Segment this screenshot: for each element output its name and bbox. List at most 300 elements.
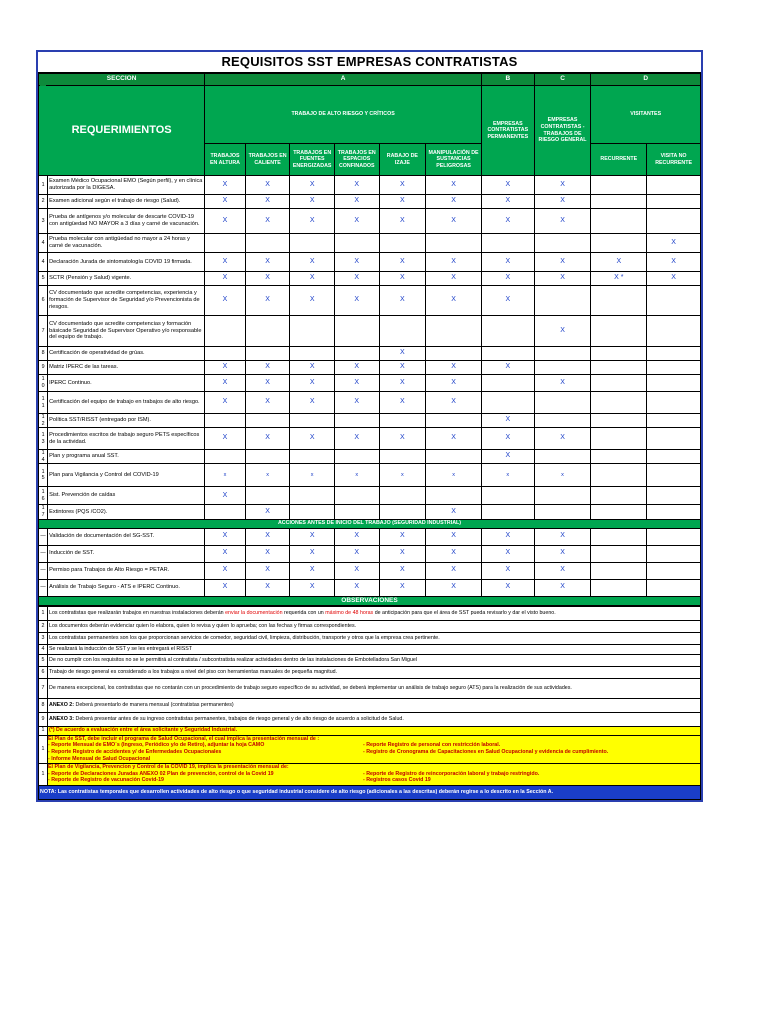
obs-yellow-block — [48, 764, 701, 786]
requirement-mark: X — [245, 176, 290, 195]
requirement-mark: X — [379, 347, 426, 361]
row-number: 1 7 — [39, 505, 48, 519]
requirement-mark: X — [481, 528, 534, 545]
sub-sustancias: MANIPULACIÓN DE SUSTANCIAS PELIGROSAS — [426, 144, 482, 176]
requirement-text: Examen adicional según el trabajo de riesgo (Salud). — [48, 195, 205, 209]
requirement-row — [39, 579, 701, 596]
requirement-mark: X — [334, 286, 379, 316]
sub-recurrente: RECURRENTE — [591, 144, 647, 176]
requirement-mark — [647, 209, 701, 234]
requirement-row — [39, 234, 701, 253]
requirement-mark: X — [334, 562, 379, 579]
obs-yellow-left: - Reporte Registro de accidentes y/ de Enfermedades Ocupacionales — [48, 749, 222, 755]
obs-title-row — [39, 596, 701, 605]
row-number: — — [39, 545, 48, 562]
row-number: 5 — [39, 272, 48, 286]
requirement-mark — [647, 361, 701, 375]
requirement-mark: X — [290, 209, 335, 234]
requirement-mark: X — [290, 195, 335, 209]
requirement-mark — [481, 234, 534, 253]
requirement-mark: X — [379, 176, 426, 195]
requirement-mark — [591, 545, 647, 562]
requirement-mark — [426, 347, 482, 361]
empresas-permanentes-heading: EMPRESAS CONTRATISTAS PERMANENTES — [481, 86, 534, 176]
obs-yellow-pair — [48, 777, 700, 784]
row-number: 1 4 — [39, 450, 48, 464]
requirement-mark: X — [245, 286, 290, 316]
obs-yellow-pair — [48, 771, 700, 778]
requirement-mark — [245, 347, 290, 361]
section-a-label: A — [205, 74, 482, 86]
obs-text-part: requerida con un — [282, 609, 326, 616]
requirement-mark: X — [290, 286, 335, 316]
requirement-mark: X — [647, 234, 701, 253]
requirement-mark — [591, 528, 647, 545]
requirement-mark: x — [534, 464, 591, 487]
requirement-text: Permiso para Trabajos de Alto Riesgo = PETAR. — [48, 562, 205, 579]
row-number: 1 5 — [39, 464, 48, 487]
requirement-row — [39, 450, 701, 464]
requirement-mark: X — [205, 195, 246, 209]
obs-number: 1 — [39, 764, 48, 786]
requirement-mark — [591, 487, 647, 505]
requirement-row — [39, 361, 701, 375]
obs-row — [39, 666, 701, 678]
requirement-mark — [647, 579, 701, 596]
obs-yellow-left: - Reporte de Declaraciones Juradas ANEXO 02 Plan de prevención, control de la Covid 19 — [48, 770, 274, 777]
requirement-mark — [591, 195, 647, 209]
requirement-mark: X — [379, 428, 426, 450]
sheet-title: REQUISITOS SST EMPRESAS CONTRATISTAS — [38, 52, 701, 73]
requirement-row — [39, 414, 701, 428]
requirement-mark: X — [534, 195, 591, 209]
requirements-sheet — [36, 50, 703, 802]
obs-text: Los contratistas permanentes son los que proporcionan servicios de comedor, seguridad civil, limpieza, distribución, transporte y otros que la empresa crea pertinente. — [48, 632, 701, 644]
requirement-mark — [534, 487, 591, 505]
requirement-text: Sist. Prevención de caídas — [48, 487, 205, 505]
requirement-mark — [591, 505, 647, 519]
requirement-mark — [591, 316, 647, 347]
requirement-mark — [591, 209, 647, 234]
row-number: 1 2 — [39, 414, 48, 428]
obs-yellow-right: - Registro de Cronograma de Capacitaciones en Salud Ocupacional y evidencia de cumplimiento. — [363, 749, 609, 755]
requirement-mark — [647, 545, 701, 562]
requirement-mark: X — [426, 579, 482, 596]
requirement-text: Inducción de SST. — [48, 545, 205, 562]
requirement-mark: X — [426, 253, 482, 272]
requirement-mark: X — [534, 253, 591, 272]
requirement-mark: X — [334, 579, 379, 596]
requirement-mark: X — [290, 392, 335, 414]
requirement-mark: X — [334, 361, 379, 375]
requirement-text: SCTR (Pensión y Salud) vigente. — [48, 272, 205, 286]
row-number: 1 0 — [39, 375, 48, 392]
requirement-mark: X — [534, 562, 591, 579]
requirement-mark — [647, 195, 701, 209]
requirement-mark: X — [334, 545, 379, 562]
requirement-mark — [591, 375, 647, 392]
obs-yellow-line: El Plan de SST, debe incluir el programa de Salud Ocupacional, el cual implica la presentación mensual de : — [48, 735, 320, 742]
obs-yellow-line: - Informe Mensual de Salud Ocupacional — [48, 755, 151, 762]
requirement-mark — [426, 487, 482, 505]
obs-yellow-line: El Plan de Vigilancia, Prevencion y Control de la COVID 19, implica la presentación mensual de: — [48, 764, 289, 771]
requirement-mark: X — [426, 209, 482, 234]
sub-energizadas: TRABAJOS EN FUENTES ENERGIZADAS — [290, 144, 335, 176]
requirement-mark: X — [205, 487, 246, 505]
row-number: 2 — [39, 195, 48, 209]
obs-text-part: de anticipación para que el área de SST pueda revisarlo y dar el visto bueno. — [373, 609, 556, 616]
requirement-mark: X — [534, 528, 591, 545]
requirement-mark: X — [245, 209, 290, 234]
requirement-mark: X — [481, 176, 534, 195]
requirement-mark: X — [379, 361, 426, 375]
requirement-mark — [481, 347, 534, 361]
requirement-mark: X — [334, 375, 379, 392]
requirement-row — [39, 528, 701, 545]
requirement-text: Plan para Vigilancia y Control del COVID-19 — [48, 464, 205, 487]
obs-yellow-right: - Reporte Registro de personal con restricción laboral. — [363, 742, 501, 749]
requirement-mark — [481, 392, 534, 414]
requirement-row — [39, 347, 701, 361]
obs-number: 5 — [39, 654, 48, 666]
requirement-mark — [205, 347, 246, 361]
requirement-mark — [591, 176, 647, 195]
requirement-text: Plan y programa anual SST. — [48, 450, 205, 464]
obs-number: 4 — [39, 644, 48, 654]
requirement-mark — [379, 234, 426, 253]
requirement-row — [39, 195, 701, 209]
obs-row — [39, 678, 701, 698]
obs-text — [48, 698, 701, 712]
requirement-mark — [205, 414, 246, 428]
requirement-text: Procedimientos escritos de trabajo seguro PETS específicos de la actividad. — [48, 428, 205, 450]
requirement-mark: X — [647, 253, 701, 272]
acciones-title-row — [39, 519, 701, 528]
requirement-mark: X — [205, 428, 246, 450]
requirement-mark — [534, 392, 591, 414]
requirement-mark: X — [481, 286, 534, 316]
requirement-mark — [334, 505, 379, 519]
requirement-mark: X — [379, 392, 426, 414]
requirement-mark: X — [481, 450, 534, 464]
requirement-mark — [426, 414, 482, 428]
acciones-title: ACCIONES ANTES DE INICIO DEL TRABAJO (SEGURIDAD INDUSTRIAL) — [39, 519, 701, 528]
requirement-text: Prueba de antígenos y/o molecular de descarte COVID-19 con antigüedad NO MAYOR a 3 días y carné de vacunación. — [48, 209, 205, 234]
requirement-mark: X — [245, 528, 290, 545]
requirement-mark: X — [379, 209, 426, 234]
requirement-row — [39, 562, 701, 579]
requirement-mark: X — [426, 505, 482, 519]
obs-number: 6 — [39, 666, 48, 678]
requirement-mark: X — [426, 392, 482, 414]
requirement-mark: X — [426, 545, 482, 562]
obs-yellow-left: - Reporte Mensual de EMO´s (Ingreso, Periódico y/o de Retiro), adjuntar la hoja CAMO — [48, 742, 265, 749]
obs-row — [39, 654, 701, 666]
requirement-mark — [334, 347, 379, 361]
requirement-mark: X — [205, 253, 246, 272]
requirement-mark: X — [534, 176, 591, 195]
requirement-row — [39, 286, 701, 316]
requirement-text: CV documentado que acredite competencias, experiencia y formación de Supervisor de Seguridad y/o Prevencionista de riesgos. — [48, 286, 205, 316]
section-header-row — [39, 74, 701, 86]
requirement-text: Validación de documentación del SG-SST. — [48, 528, 205, 545]
requirement-mark: x — [426, 464, 482, 487]
requirement-row — [39, 505, 701, 519]
requirement-mark: X — [481, 545, 534, 562]
observations-table — [38, 606, 701, 800]
obs-number: 1 — [39, 735, 48, 763]
requirement-mark: X — [334, 195, 379, 209]
requirement-text: Matriz IPERC de las tareas. — [48, 361, 205, 375]
requirement-mark — [534, 505, 591, 519]
anexo-label: ANEXO 2: — [49, 701, 75, 708]
requirement-mark: X — [379, 253, 426, 272]
requirement-text: Política SST/RISST (entregado por ISM). — [48, 414, 205, 428]
requirement-mark — [647, 375, 701, 392]
requirement-mark: X — [481, 195, 534, 209]
requirement-mark — [426, 450, 482, 464]
requirement-row — [39, 375, 701, 392]
requirement-mark: X — [481, 579, 534, 596]
requirement-mark: X — [290, 272, 335, 286]
requirement-mark: X — [205, 528, 246, 545]
obs-row — [39, 726, 701, 735]
requirement-mark: X — [290, 375, 335, 392]
requirement-mark: X — [334, 272, 379, 286]
requirement-mark — [334, 450, 379, 464]
obs-row — [39, 644, 701, 654]
requirement-text: IPERC Continuo. — [48, 375, 205, 392]
requirement-mark — [647, 176, 701, 195]
obs-row — [39, 606, 701, 620]
requirement-mark — [647, 464, 701, 487]
requirement-mark: X — [379, 528, 426, 545]
requirement-mark: X — [379, 579, 426, 596]
obs-yellow-left: - Reporte de Registro de vacunación Covid-19 — [48, 777, 164, 784]
requirement-mark: X — [481, 272, 534, 286]
requirement-mark — [290, 487, 335, 505]
obs-number: 2 — [39, 620, 48, 632]
row-number: 9 — [39, 361, 48, 375]
requirement-mark — [647, 528, 701, 545]
requirement-row — [39, 316, 701, 347]
requirement-mark — [379, 414, 426, 428]
requirement-mark — [334, 414, 379, 428]
requirement-row — [39, 272, 701, 286]
requirement-mark: X — [290, 545, 335, 562]
seccion-label: SECCION — [39, 74, 205, 86]
row-number: 1 3 — [39, 428, 48, 450]
visitantes-heading: VISITANTES — [591, 86, 701, 144]
requirement-mark: X — [379, 286, 426, 316]
requirement-mark — [591, 414, 647, 428]
requirement-mark — [647, 286, 701, 316]
requirement-mark: X — [290, 579, 335, 596]
requirement-mark — [245, 234, 290, 253]
requirement-mark — [591, 562, 647, 579]
obs-yellow-right: - Reporte de Registro de reincorporación laboral y trabajo restringido. — [363, 770, 540, 777]
requirement-mark: x — [245, 464, 290, 487]
requirement-mark: X — [534, 375, 591, 392]
requirement-mark: X — [334, 176, 379, 195]
requirement-mark: X — [426, 428, 482, 450]
requirement-mark — [647, 316, 701, 347]
requirement-row — [39, 392, 701, 414]
requirement-text: Certificación del equipo de trabajo en trabajos de alto riesgo. — [48, 392, 205, 414]
anexo-text: Deberá presentar antes de su ingreso contratistas permanentes, trabajos de riesgo general y de alto riesgo de acuerdo a solicitud de Salud. — [74, 715, 404, 722]
requirement-mark — [591, 392, 647, 414]
row-number: 1 — [39, 176, 48, 195]
requirement-mark — [534, 414, 591, 428]
row-number: 8 — [39, 347, 48, 361]
requirement-mark: X — [647, 272, 701, 286]
observaciones-title: OBSERVACIONES — [39, 596, 701, 605]
requirement-mark — [245, 487, 290, 505]
requirement-mark — [379, 450, 426, 464]
obs-yellow-block — [48, 735, 701, 763]
requirement-mark: x — [334, 464, 379, 487]
requirement-mark — [379, 487, 426, 505]
obs-text-part: Los contratistas que realizarán trabajos en nuestras instalaciones deberán — [49, 609, 226, 616]
requirement-mark — [534, 234, 591, 253]
requirement-text: CV documentado que acredite competencias y formación básicade Seguridad de Supervisor Operativo y/o responsable del equipo de trabajo. — [48, 316, 205, 347]
obs-number: 3 — [39, 632, 48, 644]
requirement-mark: X — [334, 209, 379, 234]
row-number: 1 1 — [39, 392, 48, 414]
requirement-mark: X — [379, 562, 426, 579]
requirement-mark — [245, 414, 290, 428]
obs-highlight: máximo de 48 horas — [325, 609, 374, 616]
obs-row — [39, 620, 701, 632]
row-number: 3 — [39, 209, 48, 234]
requirement-text: Certificación de operatividad de grúas. — [48, 347, 205, 361]
sub-altura: TRABAJOS EN ALTURA — [205, 144, 246, 176]
requirement-mark: X — [290, 361, 335, 375]
requirement-mark: X — [591, 253, 647, 272]
requirement-mark: X — [334, 253, 379, 272]
requirement-mark: X — [426, 286, 482, 316]
requirement-mark: X — [290, 253, 335, 272]
requirement-row — [39, 428, 701, 450]
obs-yellow-right: - Registros casos Covid 19 — [363, 777, 431, 784]
requirement-mark — [647, 505, 701, 519]
requirement-mark: X — [534, 209, 591, 234]
requirement-mark — [334, 234, 379, 253]
requirement-mark: X — [426, 272, 482, 286]
requirement-mark — [205, 234, 246, 253]
row-number: 4 — [39, 253, 48, 272]
row-number: — — [39, 528, 48, 545]
requirement-mark — [534, 347, 591, 361]
section-b-label: B — [481, 74, 534, 86]
anexo-label: ANEXO 3: — [49, 715, 75, 722]
requirement-mark — [426, 234, 482, 253]
row-number: — — [39, 562, 48, 579]
requirement-mark — [245, 316, 290, 347]
requirement-row — [39, 464, 701, 487]
requirement-mark: X — [334, 528, 379, 545]
requirement-mark — [647, 562, 701, 579]
requirements-header-row — [39, 86, 701, 144]
requirement-mark: X — [245, 253, 290, 272]
requirement-text: Examen Médico Ocupacional EMO (Según perfil), y en clínica autorizada por la DIGESA. — [48, 176, 205, 195]
requirement-mark: X — [426, 562, 482, 579]
requirement-row — [39, 545, 701, 562]
requirement-mark: X — [205, 579, 246, 596]
requirement-mark: X — [481, 562, 534, 579]
requirement-mark — [591, 450, 647, 464]
nota-text: NOTA: Las contratistas temporales que desarrollen actividades de alto riesgo o que seguridad industrial considere de alto riesgo (adicionales a las descritas) deberán regirse a lo descrito en la Sección A. — [39, 786, 701, 800]
requirement-mark: X — [205, 286, 246, 316]
requirement-mark: X — [534, 272, 591, 286]
requirement-mark: X — [205, 209, 246, 234]
requirement-mark — [379, 316, 426, 347]
requirement-mark — [334, 487, 379, 505]
acciones-body — [39, 528, 701, 596]
requirement-mark: X — [245, 195, 290, 209]
requirement-mark — [591, 361, 647, 375]
obs-text: Trabajo de riesgo general es considerado a los trabajos a nivel del piso con herramientas manuales de pequeña magnitud. — [48, 666, 701, 678]
requirement-mark: X — [205, 545, 246, 562]
requirement-mark: X — [481, 414, 534, 428]
requirement-mark: X — [534, 545, 591, 562]
row-number: 4 — [39, 234, 48, 253]
requirement-mark — [647, 450, 701, 464]
requirement-mark: X — [290, 428, 335, 450]
requirement-mark — [591, 234, 647, 253]
requirement-mark — [647, 428, 701, 450]
requirement-text: Declaración Jurada de sintomatología COVID 19 firmada. — [48, 253, 205, 272]
requirement-mark: X — [481, 209, 534, 234]
requirement-mark — [591, 428, 647, 450]
requirement-mark: X — [290, 176, 335, 195]
requirement-mark: X — [481, 428, 534, 450]
nota-row — [39, 786, 701, 800]
row-number: — — [39, 579, 48, 596]
requirement-mark: X — [426, 528, 482, 545]
requirement-mark: X — [334, 392, 379, 414]
requirement-mark: X — [379, 272, 426, 286]
requirement-mark — [647, 414, 701, 428]
requirement-mark: X — [379, 195, 426, 209]
obs-text: De manera excepcional, los contratistas que no contarán con un procedimiento de trabajo seguro específico de su actividad, se deberá implementar un análisis de trabajo seguro (ATS) para la realización de sus actividades. — [48, 678, 701, 698]
requirement-mark: X — [205, 375, 246, 392]
requirement-mark — [534, 361, 591, 375]
requirement-mark: X — [379, 545, 426, 562]
requirement-mark — [481, 316, 534, 347]
requirement-mark: X — [245, 579, 290, 596]
obs-row — [39, 712, 701, 726]
requirement-mark: X — [290, 562, 335, 579]
obs-yellow-text: (*) De acuerdo a evaluación entre el área solicitante y Seguridad Industrial. — [48, 726, 701, 735]
requirement-mark: X — [245, 562, 290, 579]
requirement-mark: X — [245, 545, 290, 562]
requirement-mark — [534, 286, 591, 316]
requirement-mark — [290, 316, 335, 347]
requirement-mark: X — [245, 505, 290, 519]
requirement-mark — [379, 505, 426, 519]
alto-riesgo-heading: TRABAJO DE ALTO RIESGO Y CRÍTICOS — [205, 86, 482, 144]
requirement-mark: X — [481, 253, 534, 272]
requirement-mark — [591, 464, 647, 487]
requirement-mark: X — [245, 361, 290, 375]
left-edge-marker — [40, 74, 46, 86]
requirement-mark: X — [290, 528, 335, 545]
requirement-mark — [647, 392, 701, 414]
requirement-mark — [647, 347, 701, 361]
requirement-mark — [591, 286, 647, 316]
section-c-label: C — [534, 74, 591, 86]
